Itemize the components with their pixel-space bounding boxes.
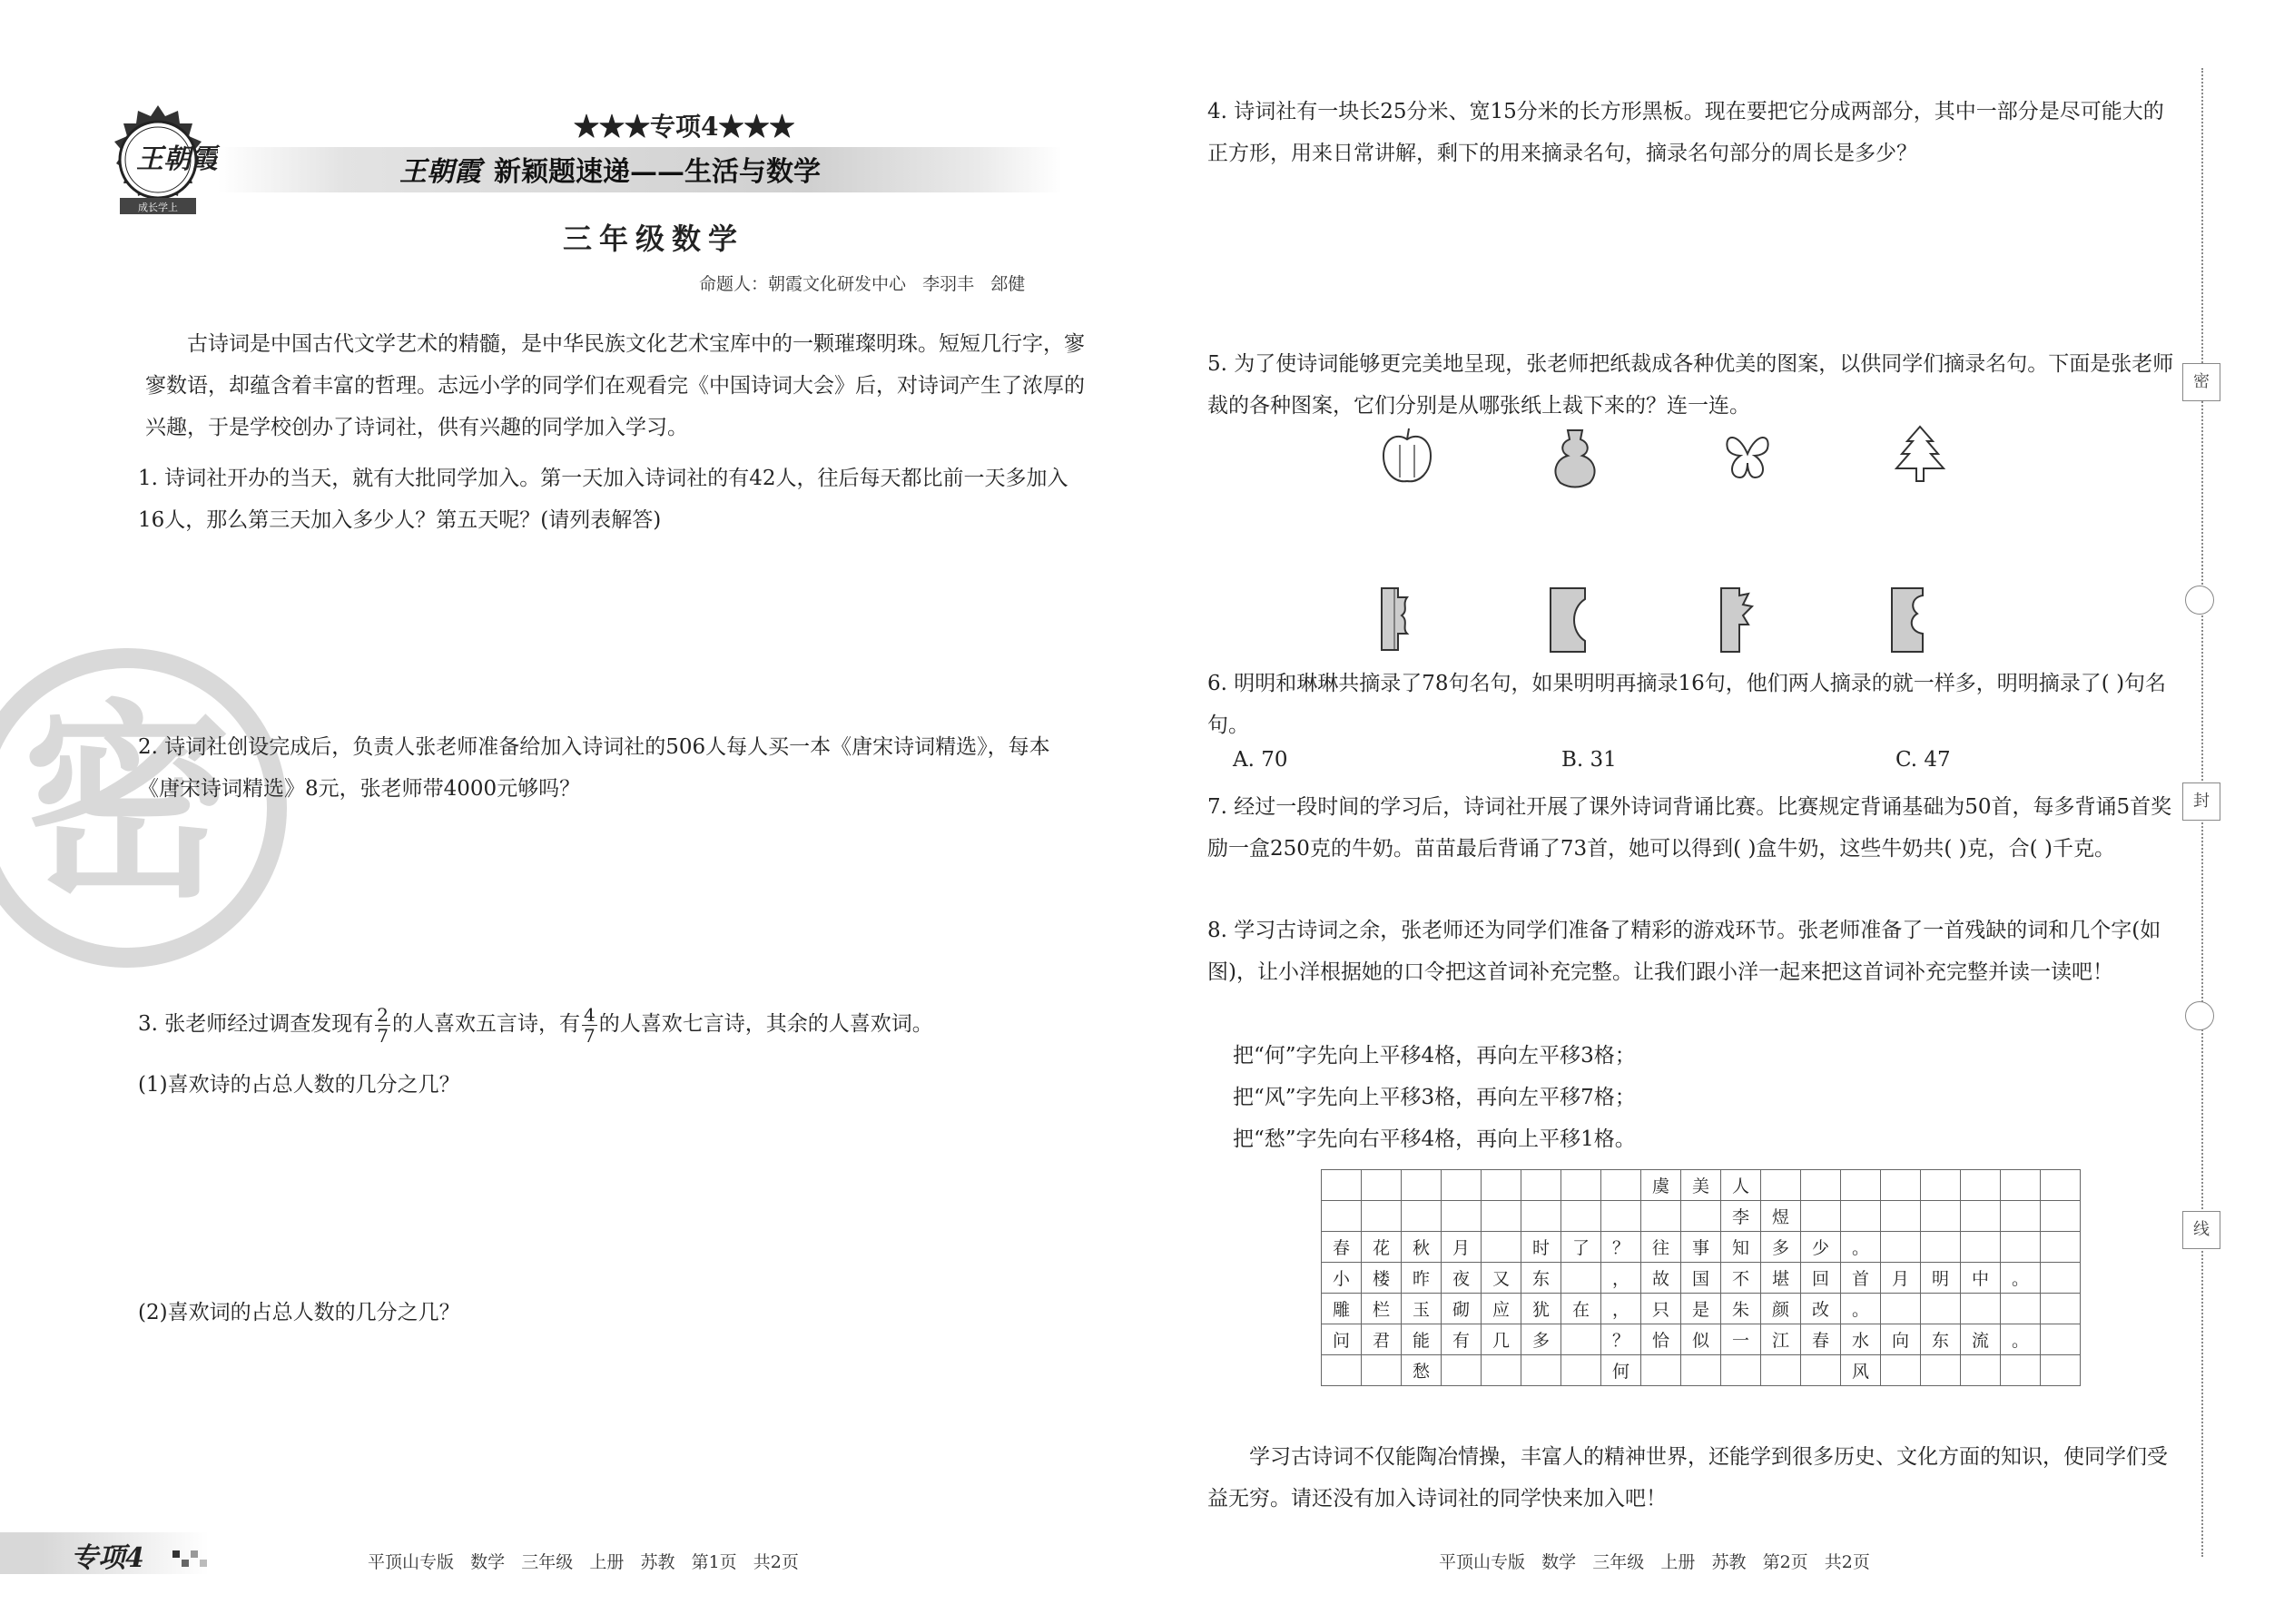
poem-grid-cell: 煜 <box>1761 1201 1801 1232</box>
poem-grid-cell <box>1921 1294 1961 1324</box>
poem-grid-cell: 何 <box>1601 1355 1641 1386</box>
poem-grid-cell: 知 <box>1721 1232 1761 1263</box>
footer-tab-label: 专项4 <box>71 1542 144 1574</box>
paper-pieces-row <box>1362 585 1997 657</box>
poem-grid-cell: 。 <box>2001 1263 2041 1294</box>
poem-grid-cell <box>1801 1201 1841 1232</box>
poem-grid-cell: 。 <box>1841 1294 1881 1324</box>
poem-grid-cell: 多 <box>1761 1232 1801 1263</box>
poem-grid-cell: 虞 <box>1641 1170 1681 1201</box>
question-3 <box>138 1003 1091 1046</box>
cut-shapes-row <box>1362 425 1997 488</box>
poem-grid-cell <box>1641 1201 1681 1232</box>
intro-paragraph: 古诗词是中国古代文学艺术的精髓，是中华民族文化艺术宝库中的一颗璀璨明珠。短短几行字，寥寥数语，却蕴含着丰富的哲理。志远小学的同学们在观看完《中国诗词大会》后，对诗词产生了浓厚的兴趣，于是学校创办了诗词社，供有兴趣的同学加入学习。 <box>145 332 1085 439</box>
gourd-shape-icon <box>1555 430 1594 487</box>
poem-grid-cell: 朱 <box>1721 1294 1761 1324</box>
poem-grid-cell: ， <box>1601 1263 1641 1294</box>
poem-grid-cell: 能 <box>1402 1324 1442 1355</box>
poem-grid-cell: 故 <box>1641 1263 1681 1294</box>
banner-brand: 王朝霞 <box>399 156 481 188</box>
poem-grid-cell <box>1521 1355 1561 1386</box>
poem-grid-cell <box>2001 1201 2041 1232</box>
poem-grid-cell: 春 <box>1801 1324 1841 1355</box>
poem-grid-cell: 。 <box>1841 1232 1881 1263</box>
poem-grid-cell: 在 <box>1561 1294 1601 1324</box>
poem-grid-cell <box>1921 1170 1961 1201</box>
poem-grid-cell: 向 <box>1881 1324 1921 1355</box>
pine-tree-shape-icon <box>1896 427 1944 481</box>
poem-grid-cell <box>2001 1170 2041 1201</box>
poem-grid-row <box>1322 1170 2081 1201</box>
question-5: 5. 为了使诗词能够更完美地呈现，张老师把纸裁成各种优美的图案，以供同学们摘录名句。下面是张老师裁的各种图案，它们分别是从哪张纸上裁下来的？连一连。 <box>1207 352 2174 418</box>
poem-grid-cell: 似 <box>1681 1324 1721 1355</box>
poem-grid-cell: 月 <box>1881 1263 1921 1294</box>
question-3-part-2: 的人喜欢五言诗，有 <box>392 1012 580 1036</box>
option-c: C. 47 <box>1895 748 1951 772</box>
poem-grid-cell <box>1681 1355 1721 1386</box>
poem-grid-cell: 应 <box>1482 1294 1521 1324</box>
poem-grid-cell: 风 <box>1841 1355 1881 1386</box>
poem-grid-cell: 犹 <box>1521 1294 1561 1324</box>
poem-grid-cell: ， <box>1601 1294 1641 1324</box>
question-8: 8. 学习古诗词之余，张老师还为同学们准备了精彩的游戏环节。张老师准备了一首残缺的词和几个字(如图)，让小洋根据她的口令把这首词补充完整。让我们跟小洋一起来把这首词补充完整并读一读吧！ <box>1207 919 2161 984</box>
question-6: 6. 明明和琳琳共摘录了78句名句，如果明明再摘录16句，他们两人摘录的就一样多，明明摘录了( )句名句。 <box>1207 672 2167 737</box>
poem-grid-cell <box>1482 1355 1521 1386</box>
poem-grid-cell: 小 <box>1322 1263 1362 1294</box>
poem-grid-cell <box>1362 1355 1402 1386</box>
poem-grid-cell: 一 <box>1721 1324 1761 1355</box>
poem-grid-cell: 。 <box>2001 1324 2041 1355</box>
poem-grid-cell: 有 <box>1442 1324 1482 1355</box>
poem-grid-cell: ？ <box>1601 1232 1641 1263</box>
poem-grid-row <box>1322 1263 2081 1294</box>
question-8-step-3: 把“愁”字先向右平移4格，再向上平移1格。 <box>1233 1127 1636 1151</box>
poem-grid-cell: 时 <box>1521 1232 1561 1263</box>
poem-grid-cell: 只 <box>1641 1294 1681 1324</box>
poem-grid-cell: 明 <box>1921 1263 1961 1294</box>
poem-grid-cell <box>2041 1324 2081 1355</box>
poem-grid-cell: 春 <box>1322 1232 1362 1263</box>
question-1: 1. 诗词社开办的当天，就有大批同学加入。第一天加入诗词社的有42人，往后每天都比前一天多加入16人，那么第三天加入多少人？第五天呢？(请列表解答) <box>138 467 1068 532</box>
paper-piece-3-icon <box>1721 588 1752 652</box>
fraction-two-sevenths: $\frac{2}{7}$ <box>377 1003 389 1047</box>
poem-grid-cell <box>2001 1232 2041 1263</box>
poem-grid-cell: 少 <box>1801 1232 1841 1263</box>
footer-decor-squares <box>172 1550 209 1569</box>
binding-label-3: 线 <box>2182 1211 2220 1249</box>
question-8-step-2: 把“风”字先向上平移3格，再向左平移7格； <box>1233 1086 1636 1109</box>
poem-grid-cell: 了 <box>1561 1232 1601 1263</box>
paper-piece-4-icon <box>1892 588 1923 652</box>
poem-grid-cell: 不 <box>1721 1263 1761 1294</box>
poem-grid-cell <box>2041 1355 2081 1386</box>
poem-grid-cell: 玉 <box>1402 1294 1442 1324</box>
poem-grid-cell: ？ <box>1601 1324 1641 1355</box>
question-3-sub-1: (1)喜欢诗的占总人数的几分之几？ <box>138 1073 460 1097</box>
poem-grid-cell <box>1801 1170 1841 1201</box>
apple-shape-icon <box>1383 428 1431 481</box>
author-line: 命题人：朝霞文化研发中心 李羽丰 郐健 <box>699 274 1026 294</box>
poem-grid-cell <box>1961 1170 2001 1201</box>
poem-grid-cell: 流 <box>1961 1324 2001 1355</box>
poem-grid-cell: 愁 <box>1402 1355 1442 1386</box>
poem-grid-cell <box>1881 1355 1921 1386</box>
poem-grid-cell <box>2041 1294 2081 1324</box>
binding-hole-1 <box>2185 586 2214 615</box>
poem-grid-row <box>1322 1355 2081 1386</box>
poem-grid-row <box>1322 1324 2081 1355</box>
paper-piece-1-icon <box>1382 588 1407 650</box>
watermark-glyph: 密 <box>22 684 232 926</box>
poem-grid-cell <box>1881 1201 1921 1232</box>
fraction-four-sevenths: $\frac{4}{7}$ <box>584 1003 596 1047</box>
question-3-part-1: 3. 张老师经过调查发现有 <box>138 1012 374 1036</box>
butterfly-shape-icon <box>1727 438 1767 477</box>
poem-grid-cell <box>1561 1355 1601 1386</box>
poem-grid-cell <box>1601 1201 1641 1232</box>
option-b: B. 31 <box>1561 748 1617 772</box>
poem-grid-cell: 君 <box>1362 1324 1402 1355</box>
poem-grid-cell: 美 <box>1681 1170 1721 1201</box>
poem-grid-cell: 夜 <box>1442 1263 1482 1294</box>
poem-grid-cell: 堪 <box>1761 1263 1801 1294</box>
poem-grid-cell <box>1761 1355 1801 1386</box>
logo-text: 王朝霞 <box>136 143 218 175</box>
poem-grid-cell: 人 <box>1721 1170 1761 1201</box>
poem-grid-cell: 东 <box>1521 1263 1561 1294</box>
poem-grid-cell <box>1881 1170 1921 1201</box>
poem-grid-cell: 又 <box>1482 1263 1521 1294</box>
poem-grid-cell: 李 <box>1721 1201 1761 1232</box>
poem-grid-cell <box>1442 1170 1482 1201</box>
question-6-options <box>1233 748 2050 784</box>
question-3-part-3: 的人喜欢七言诗，其余的人喜欢词。 <box>598 1012 933 1036</box>
banner-title <box>399 149 821 189</box>
poem-grid-cell <box>1561 1201 1601 1232</box>
poem-grid-cell <box>1362 1201 1402 1232</box>
poem-grid-cell <box>1801 1355 1841 1386</box>
poem-grid-cell: 是 <box>1681 1294 1721 1324</box>
poem-grid-cell <box>1402 1201 1442 1232</box>
poem-grid-cell <box>1482 1170 1521 1201</box>
poem-grid-cell: 多 <box>1521 1324 1561 1355</box>
poem-grid-cell: 水 <box>1841 1324 1881 1355</box>
poem-grid-cell: 国 <box>1681 1263 1721 1294</box>
poem-grid-cell <box>1561 1324 1601 1355</box>
poem-grid-cell <box>1521 1170 1561 1201</box>
poem-grid-cell <box>1402 1170 1442 1201</box>
question-4: 4. 诗词社有一块长25分米、宽15分米的长方形黑板。现在要把它分成两部分，其中一部分是尽可能大的正方形，用来日常讲解，剩下的用来摘录名句，摘录名句部分的周长是多少？ <box>1207 100 2164 165</box>
binding-label-2: 封 <box>2182 782 2220 821</box>
question-2: 2. 诗词社创设完成后，负责人张老师准备给加入诗词社的506人每人买一本《唐宋诗词精选》，每本《唐宋诗词精选》8元，张老师带4000元够吗？ <box>138 735 1050 801</box>
poem-grid-cell <box>1362 1170 1402 1201</box>
poem-grid-cell <box>1442 1201 1482 1232</box>
poem-grid-cell: 往 <box>1641 1232 1681 1263</box>
poem-grid-cell: 中 <box>1961 1263 2001 1294</box>
poem-grid-row <box>1322 1232 2081 1263</box>
poem-grid-cell <box>1521 1201 1561 1232</box>
poem-grid-cell <box>1721 1355 1761 1386</box>
section-stars-label: ★★★专项4★★★ <box>574 112 795 142</box>
poem-grid-cell: 楼 <box>1362 1263 1402 1294</box>
poem-grid-cell <box>2041 1170 2081 1201</box>
poem-grid-cell <box>1482 1232 1521 1263</box>
closing-paragraph: 学习古诗词不仅能陶冶情操，丰富人的精神世界，还能学到很多历史、文化方面的知识，使同学们受益无穷。请还没有加入诗词社的同学快来加入吧！ <box>1207 1445 2168 1511</box>
poem-grid-cell: 花 <box>1362 1232 1402 1263</box>
poem-grid-cell <box>2001 1294 2041 1324</box>
poem-grid-cell: 回 <box>1801 1263 1841 1294</box>
poem-grid-cell <box>1921 1201 1961 1232</box>
poem-grid-cell: 江 <box>1761 1324 1801 1355</box>
question-8-step-1: 把“何”字先向上平移4格，再向左平移3格； <box>1233 1044 1636 1068</box>
banner-title-text: 新颖题速递——生活与数学 <box>494 156 821 188</box>
poem-grid-cell <box>1961 1355 2001 1386</box>
poem-grid-cell <box>1322 1170 1362 1201</box>
poem-grid-cell <box>1322 1201 1362 1232</box>
poem-grid-cell: 东 <box>1921 1324 1961 1355</box>
poem-grid-cell <box>2041 1201 2081 1232</box>
poem-grid-cell: 改 <box>1801 1294 1841 1324</box>
poem-grid-cell <box>2041 1232 2081 1263</box>
poem-grid-cell <box>1961 1232 2001 1263</box>
poem-grid-cell: 昨 <box>1402 1263 1442 1294</box>
poem-grid-cell <box>1561 1263 1601 1294</box>
poem-grid-cell: 事 <box>1681 1232 1721 1263</box>
binding-label-1: 密 <box>2182 363 2220 401</box>
poem-grid-cell <box>1482 1201 1521 1232</box>
poem-grid-row <box>1322 1201 2081 1232</box>
poem-grid-cell <box>1561 1170 1601 1201</box>
footer-left-info: 平顶山专版 数学 三年级 上册 苏教 第1页 共2页 <box>368 1552 799 1572</box>
footer-right-info: 平顶山专版 数学 三年级 上册 苏教 第2页 共2页 <box>1439 1552 1870 1572</box>
poem-grid-row <box>1322 1294 2081 1324</box>
poem-grid-cell <box>1881 1294 1921 1324</box>
question-7: 7. 经过一段时间的学习后，诗词社开展了课外诗词背诵比赛。比赛规定背诵基础为50首，每多背诵5首奖励一盒250克的牛奶。苗苗最后背诵了73首，她可以得到( )盒牛奶，这些牛奶共( )克，合( )千克。 <box>1207 795 2172 861</box>
poem-grid-cell <box>1641 1355 1681 1386</box>
question-3-sub-2: (2)喜欢词的占总人数的几分之几？ <box>138 1301 460 1324</box>
poem-grid-cell: 栏 <box>1362 1294 1402 1324</box>
poem-grid-cell: 问 <box>1322 1324 1362 1355</box>
poem-grid-cell <box>1322 1355 1362 1386</box>
poem-grid <box>1321 1169 2081 1386</box>
poem-grid-cell <box>1921 1355 1961 1386</box>
poem-grid-cell: 砌 <box>1442 1294 1482 1324</box>
svg-text:成长学上: 成长学上 <box>138 202 178 213</box>
paper-piece-2-icon <box>1551 588 1585 652</box>
poem-grid-cell <box>1841 1201 1881 1232</box>
poem-grid-cell <box>1442 1355 1482 1386</box>
poem-grid-cell <box>1921 1232 1961 1263</box>
poem-grid-cell: 恰 <box>1641 1324 1681 1355</box>
option-a: A. 70 <box>1233 748 1288 772</box>
poem-grid-cell <box>2041 1263 2081 1294</box>
poem-grid-cell <box>1681 1201 1721 1232</box>
poem-grid-cell <box>1601 1170 1641 1201</box>
poem-grid-cell: 雕 <box>1322 1294 1362 1324</box>
document-title: 三年级数学 <box>563 221 745 256</box>
poem-grid-cell <box>1761 1170 1801 1201</box>
poem-grid-cell: 几 <box>1482 1324 1521 1355</box>
poem-grid-cell: 首 <box>1841 1263 1881 1294</box>
poem-grid-cell <box>1881 1232 1921 1263</box>
poem-grid-cell: 秋 <box>1402 1232 1442 1263</box>
poem-grid-cell <box>1841 1170 1881 1201</box>
poem-grid-cell <box>1961 1294 2001 1324</box>
poem-grid-cell <box>1961 1201 2001 1232</box>
poem-grid-cell: 颜 <box>1761 1294 1801 1324</box>
poem-grid-cell <box>2001 1355 2041 1386</box>
poem-grid-cell: 月 <box>1442 1232 1482 1263</box>
binding-hole-2 <box>2185 1001 2214 1030</box>
